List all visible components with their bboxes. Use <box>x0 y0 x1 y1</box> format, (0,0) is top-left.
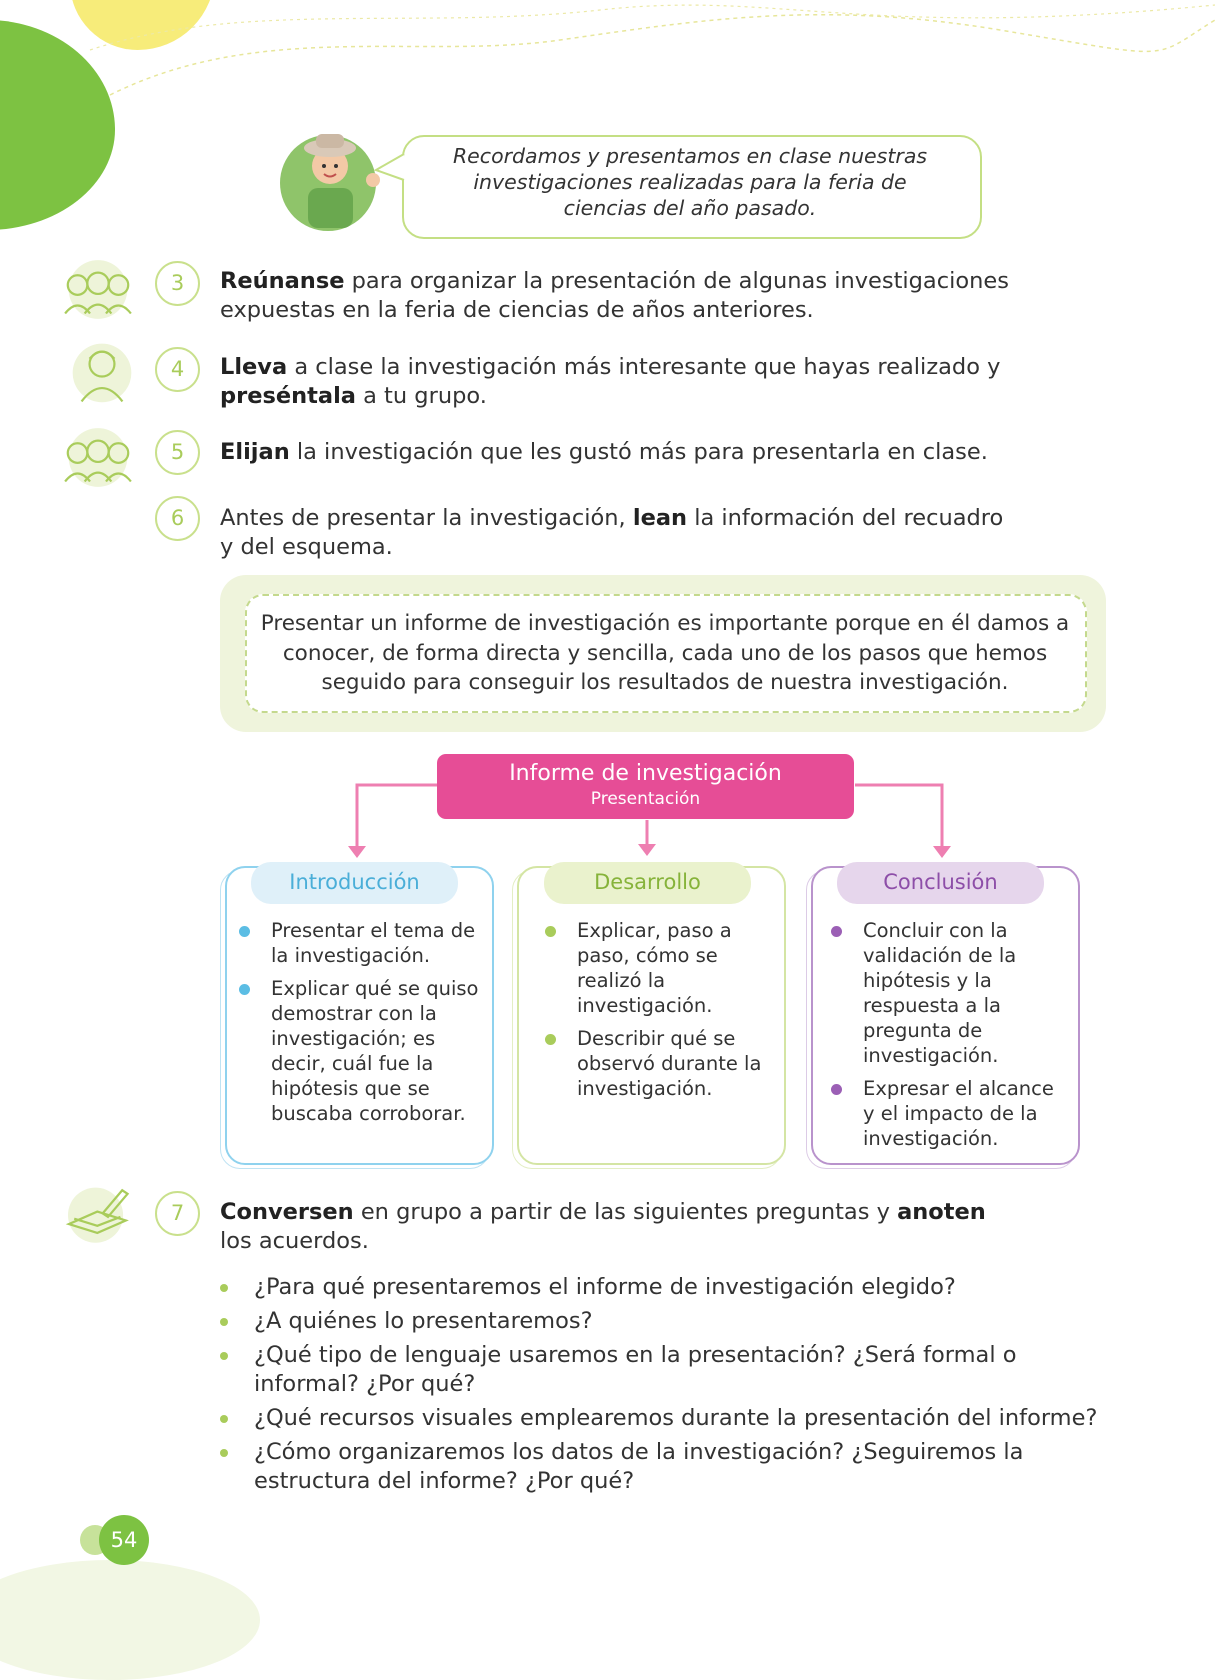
development-label: Desarrollo <box>544 862 751 904</box>
list-item: Presentar el tema de la investigación. <box>236 918 481 968</box>
list-item: Explicar qué se quiso demostrar con la investigación; es decir, cuál fue la hipótesis que se buscaba corroborar. <box>236 976 481 1126</box>
conclusion-label: Conclusión <box>837 862 1044 904</box>
activity-4-text: Lleva a clase la investigación más interesante que hayas realizado y preséntala a tu grupo. <box>220 354 1001 409</box>
info-box-text: Presentar un informe de investigación es importante porque en él damos a conocer, de forma directa y sencilla, cada uno de los pasos que hemos seguido para conseguir los resultados de nuestra investigación. <box>260 611 1070 695</box>
speech-bubble-tail <box>372 150 408 190</box>
bullet-icon <box>220 1415 228 1423</box>
activity-number-5: 5 <box>155 430 200 475</box>
activity-6-text: Antes de presentar la investigación, lean la información del recuadro y del esquema. <box>220 505 1004 560</box>
conclusion-list <box>828 918 1068 1159</box>
decorative-dotted-waves <box>0 0 1215 110</box>
decorative-bottom-shape <box>0 1560 260 1680</box>
bullet-icon <box>220 1284 228 1292</box>
bullet-icon <box>220 1352 228 1360</box>
bullet-icon <box>239 926 250 937</box>
list-item: ¿Qué tipo de lenguaje usaremos en la presentación? ¿Será formal o informal? ¿Por qué? <box>220 1341 1120 1399</box>
diagram-title: Informe de investigación <box>509 761 782 786</box>
activity-7-text: Conversen en grupo a partir de las siguientes preguntas y anoten los acuerdos. <box>220 1199 986 1254</box>
list-item: Describir qué se observó durante la investigación. <box>542 1026 777 1101</box>
list-item: Explicar, paso a paso, cómo se realizó la investigación. <box>542 918 777 1018</box>
activity-number-6: 6 <box>155 496 200 541</box>
introduction-label: Introducción <box>251 862 458 904</box>
diagram-subtitle: Presentación <box>590 789 701 809</box>
group-icon <box>58 252 138 327</box>
page-number: 54 <box>99 1515 149 1565</box>
list-item: ¿Para qué presentaremos el informe de investigación elegido? <box>220 1273 1120 1302</box>
bullet-icon <box>831 926 842 937</box>
activity-number-3: 3 <box>155 261 200 306</box>
list-item: ¿A quiénes lo presentaremos? <box>220 1307 1120 1336</box>
list-item: Concluir con la validación de la hipótesis y la respuesta a la pregunta de investigación. <box>828 918 1068 1068</box>
group-icon <box>58 420 138 495</box>
activity-number-7: 7 <box>155 1191 200 1236</box>
bullet-icon <box>545 926 556 937</box>
list-item: ¿Qué recursos visuales emplearemos durante la presentación del informe? <box>220 1404 1120 1433</box>
individual-icon <box>62 335 142 410</box>
speech-bubble-text: Recordamos y presentamos en clase nuestras investigaciones realizadas para la feria de ciencias del año pasado. <box>452 144 928 220</box>
bullet-icon <box>220 1318 228 1326</box>
introduction-list <box>236 918 481 1134</box>
list-item: Expresar el alcance y el impacto de la investigación. <box>828 1076 1068 1151</box>
bullet-icon <box>220 1449 228 1457</box>
activity-number-4: 4 <box>155 347 200 392</box>
activity-5-text: Elijan la investigación que les gustó más para presentarla en clase. <box>220 439 988 465</box>
bullet-icon <box>239 984 250 995</box>
writing-icon <box>60 1175 140 1250</box>
activity-3-text: Reúnanse para organizar la presentación de algunas investigaciones expuestas en la feria de ciencias de años anteriores. <box>220 268 1009 323</box>
development-list <box>542 918 777 1109</box>
bullet-icon <box>831 1084 842 1095</box>
bullet-icon <box>545 1034 556 1045</box>
list-item: ¿Cómo organizaremos los datos de la investigación? ¿Seguiremos la estructura del informe? ¿Por qué? <box>220 1438 1120 1496</box>
discussion-questions <box>220 1273 1120 1501</box>
